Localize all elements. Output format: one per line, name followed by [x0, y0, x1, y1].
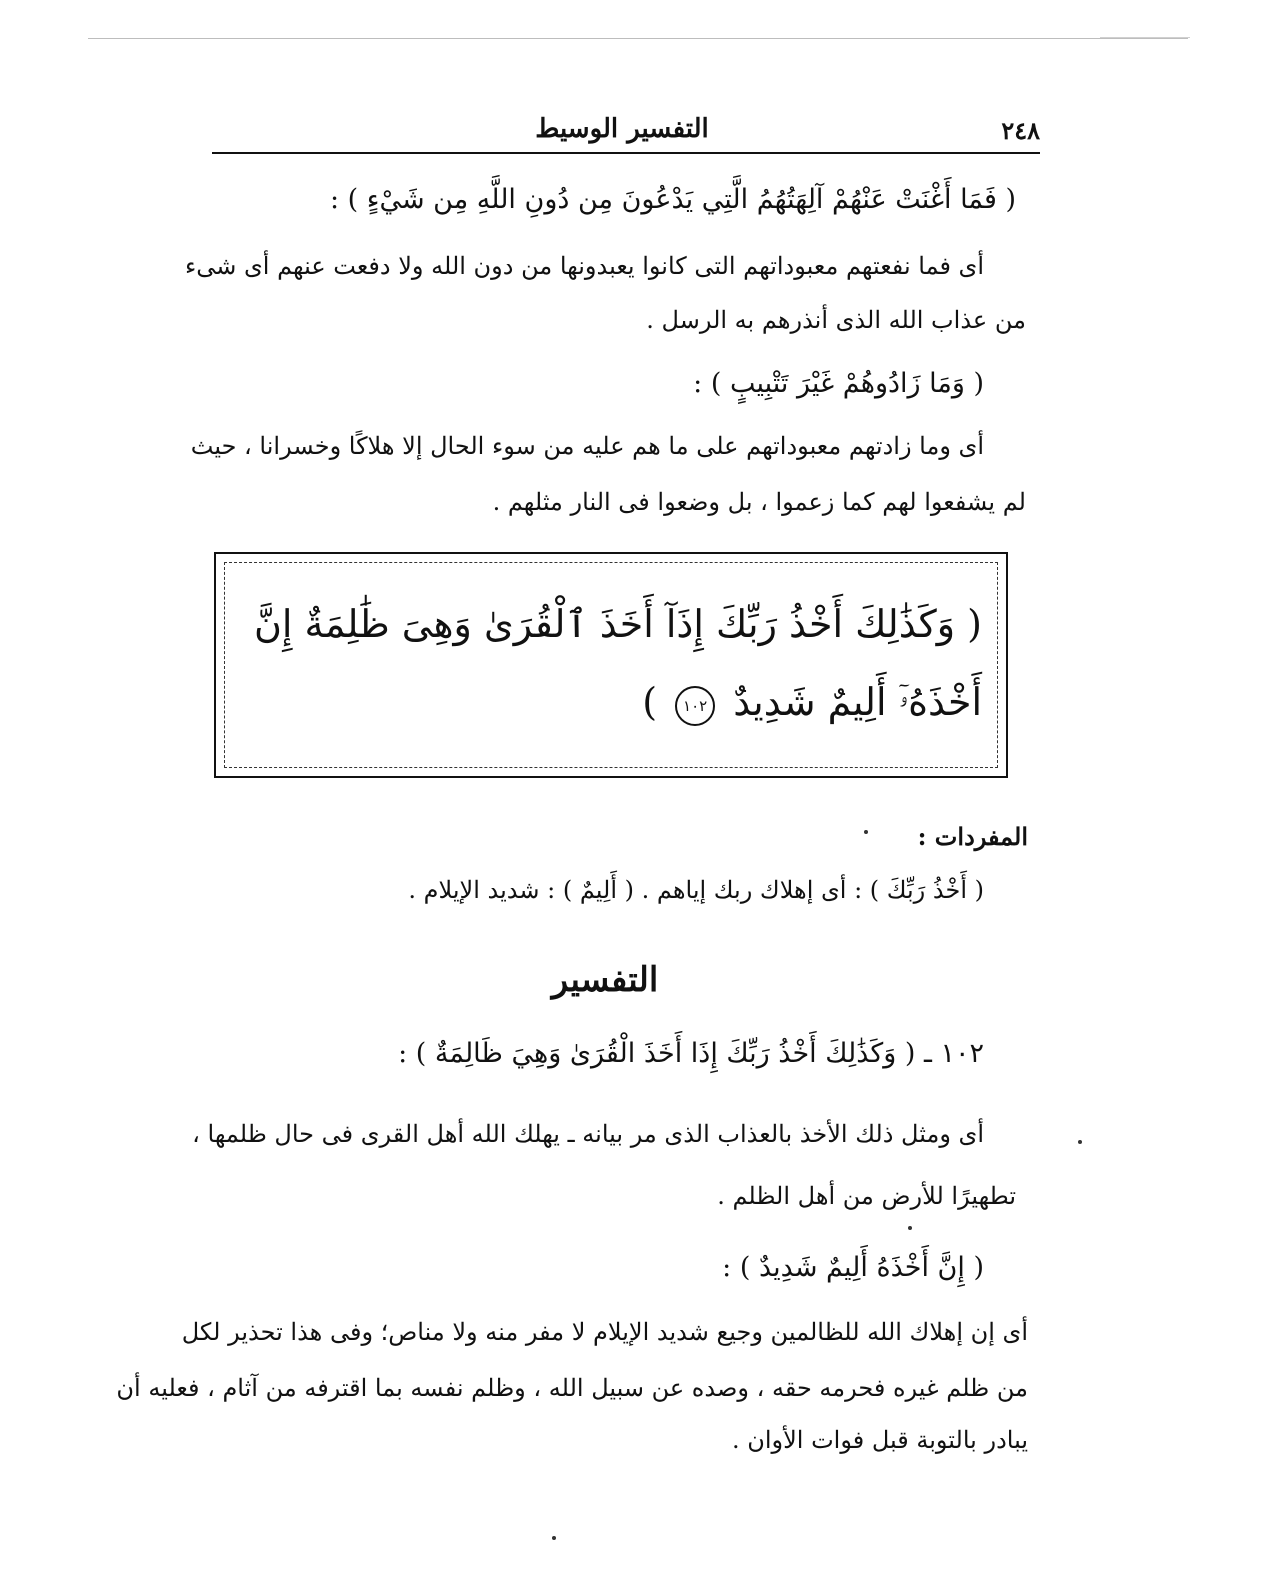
- verse-frame: [214, 552, 1008, 778]
- paragraph-line: من ظلم غيره فحرمه حقه ، وصده عن سبيل الله ، وظلم نفسه بما اقترفه من آثام ، فعليه أن: [116, 1374, 1028, 1402]
- vocabulary-heading: المفردات :: [917, 822, 1028, 851]
- tafsir-verse-2: ( إِنَّ أَخْذَهُ أَلِيمٌ شَدِيدٌ ) :: [722, 1252, 984, 1283]
- verse-quote-2: ( وَمَا زَادُوهُمْ غَيْرَ تَتْبِيبٍ ) :: [693, 368, 984, 399]
- paragraph-line: أى فما نفعتهم معبوداتهم التى كانوا يعبدونها من دون الله ولا دفعت عنهم أى شىء: [184, 252, 984, 280]
- scan-speck: [864, 830, 868, 834]
- scan-speck: [552, 1536, 556, 1540]
- vocabulary-line: ( أَخْذُ رَبِّكَ ) : أى إهلاك ربك إياهم . ( أَلِيمٌ ) : شديد الإيلام .: [408, 876, 984, 904]
- verse-quote-1: ( فَمَا أَغْنَتْ عَنْهُمْ آلِهَتُهُمُ الَّتِي يَدْعُونَ مِن دُونِ اللَّهِ مِن شَيْءٍ ) :: [329, 184, 1016, 215]
- paragraph-line: أى إن إهلاك الله للظالمين وجيع شديد الإيلام لا مفر منه ولا مناص؛ وفى هذا تحذير لكل: [181, 1318, 1028, 1346]
- ayah-number-marker: ١٠٢: [675, 686, 715, 726]
- page-number: ٢٤٨: [1001, 116, 1040, 145]
- paragraph-line: أى ومثل ذلك الأخذ بالعذاب الذى مر بيانه ـ يهلك الله أهل القرى فى حال ظلمها ،: [192, 1120, 984, 1148]
- verse-frame-closing: ): [642, 680, 658, 724]
- verse-frame-line-2: [642, 680, 982, 726]
- scan-edge-line-right: [1100, 37, 1190, 38]
- paragraph-line: تطهيرًا للأرض من أهل الظلم .: [717, 1182, 1016, 1210]
- verse-frame-text: أَخْذَهُۥٓ أَلِيمٌ شَدِيدٌ: [733, 680, 982, 724]
- paragraph-line: يبادر بالتوبة قبل فوات الأوان .: [731, 1426, 1028, 1454]
- tafsir-heading: التفسير: [551, 960, 659, 1000]
- running-title: التفسير الوسيط: [535, 114, 709, 144]
- paragraph-line: من عذاب الله الذى أنذرهم به الرسل .: [646, 306, 1026, 334]
- scan-speck: [908, 1226, 912, 1230]
- page-header: [212, 112, 1040, 154]
- scan-speck: [1078, 1140, 1082, 1144]
- paragraph-line: أى وما زادتهم معبوداتهم على ما هم عليه من سوء الحال إلا هلاكًا وخسرانا ، حيث: [190, 432, 984, 460]
- paragraph-line: لم يشفعوا لهم كما زعموا ، بل وضعوا فى النار مثلهم .: [492, 488, 1026, 516]
- verse-frame-line-1: ( وَكَذَٰلِكَ أَخْذُ رَبِّكَ إِذَآ أَخَذَ ٱلْقُرَىٰ وَهِىَ ظَٰلِمَةٌ إِنَّ: [254, 602, 982, 646]
- scan-edge-line: [88, 38, 1188, 39]
- tafsir-verse-line: ١٠٢ ـ ( وَكَذَٰلِكَ أَخْذُ رَبِّكَ إِذَا أَخَذَ الْقُرَىٰ وَهِيَ ظَالِمَةٌ ) :: [398, 1038, 984, 1069]
